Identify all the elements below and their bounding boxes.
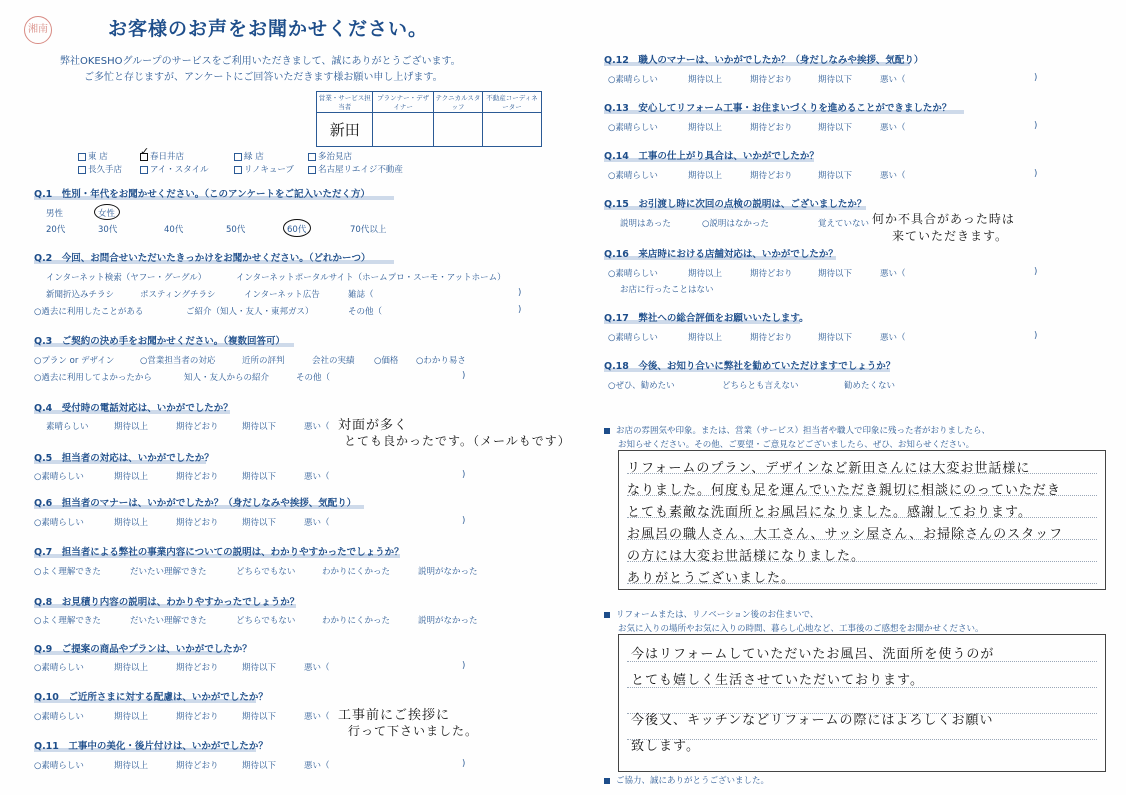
page-title: お客様のお声をお聞かせください。 [108,18,429,40]
q10-bad[interactable]: 悪い（ [304,712,330,722]
q10-excellent[interactable]: ○素晴らしい [34,712,84,722]
q17-as-expected[interactable]: 期待どおり [750,333,793,343]
q12-below[interactable]: 期待以下 [818,75,853,85]
q7-understood-well[interactable]: ○よく理解できた [34,567,101,577]
comment2-prompt-1: リフォームまたは、リノベーション後のお住まいで、 [604,608,818,620]
q10-handwritten-2: 行って下さいました。 [348,724,479,738]
q6-bad[interactable]: 悪い（ [304,518,330,528]
q16-above[interactable]: 期待以上 [688,269,723,279]
q14-question: Q.14 工事の仕上がり具合は、いかがでしたか？ [604,151,819,162]
intro-line-1: 弊社OKESHOグループのサービスをご利用いただきまして、誠にありがとうございます。 [60,56,461,67]
q1-age-60-circle-mark [283,219,311,237]
q2-past-use[interactable]: ○過去に利用したことがある [34,307,144,317]
q12-bad-close: ) [1034,73,1038,83]
q1-age-70[interactable]: 70代以上 [350,225,387,235]
q16-question: Q.16 来店時における店舗対応は、いかがでしたか？ [604,249,838,260]
q2-posting-flyer[interactable]: ポスティングチラシ [140,290,216,300]
q6-question: Q.6 担当者のマナーは、いかがでしたか？（身だしなみや挨拶、気配り） [34,498,357,509]
q11-above[interactable]: 期待以上 [114,761,149,771]
intro-line-2: ご多忙と存じますが、アンケートにご回答いただきます様お願い申し上げます。 [84,72,443,83]
q3-sales-response[interactable]: ○営業担当者の対応 [140,356,216,366]
q3-other[interactable]: その他（ [296,373,331,383]
q4-handwritten-2: とても良かったです。（メールもです） [344,434,571,448]
q11-bad[interactable]: 悪い（ [304,761,330,771]
q3-question: Q.3 ご契約の決め手をお聞かせください。（複数回答可） [34,336,286,347]
comment1-line-3: とても素敵な洗面所とお風呂になりました。感謝しております。 [627,505,1032,520]
store-kasugai[interactable]: 春日井店 [140,150,184,162]
footer-thanks: ご協力、誠にありがとうございました。 [604,774,769,786]
comment1-line-6: ありがとうございました。 [627,571,796,586]
q12-question: Q.12 職人のマナーは、いかがでしたか？（身だしなみや挨拶、気配り） [604,55,924,66]
q13-bad-close: ) [1034,121,1038,131]
q5-bad-close: ) [462,470,466,480]
q3-plan-design[interactable]: ○プラン or デザイン [34,356,115,366]
q5-below[interactable]: 期待以下 [242,472,277,482]
q8-understood-well[interactable]: ○よく理解できた [34,616,101,626]
staff-technical-name[interactable] [433,113,482,147]
q4-excellent[interactable]: 素晴らしい [46,422,89,432]
comment1-box[interactable] [618,450,1106,590]
q2-magazine[interactable]: 雑誌（ [348,290,374,300]
q8-neither[interactable]: どちらでもない [236,616,296,626]
q15-explained[interactable]: 説明はあった [620,219,671,229]
staff-col-planner: プランナー・デザイナー [373,92,434,113]
q4-below[interactable]: 期待以下 [242,422,277,432]
q1-male[interactable]: 男性 [46,209,64,219]
comment1-line-2: なりました。何度も足を運んでいただき親切に相談にのっていただき [627,483,1061,498]
q4-bad[interactable]: 悪い（ [304,422,330,432]
q18-question: Q.18 今後、お知り合いに弊社を勧めていただけますでしょうか？ [604,361,896,372]
q10-below[interactable]: 期待以下 [242,712,277,722]
q1-age-20[interactable]: 20代 [46,225,66,235]
q1-age-60[interactable]: 60代 [287,225,307,235]
q18-recommend[interactable]: ○ぜひ、勧めたい [608,381,675,391]
q3-reputation[interactable]: 近所の評判 [242,356,285,366]
q16-never-visited[interactable]: お店に行ったことはない [620,285,714,295]
q2-referral[interactable]: ご紹介（知人・友人・東邦ガス） [186,307,314,317]
q5-bad[interactable]: 悪い（ [304,472,330,482]
q9-as-expected[interactable]: 期待どおり [176,663,219,673]
q9-question: Q.9 ご提案の商品やプランは、いかがでしたか？ [34,644,252,655]
comment1-bullet-icon [604,428,610,434]
q13-above[interactable]: 期待以上 [688,123,723,133]
q16-below[interactable]: 期待以下 [818,269,853,279]
q13-excellent[interactable]: ○素晴らしい [608,123,658,133]
q16-bad-close: ) [1034,267,1038,277]
comment2-line-3: 今後又、キッチンなどリフォームの際にはよろしくお願い [631,713,994,728]
q8-hard[interactable]: わかりにくかった [322,616,391,626]
q17-question: Q.17 弊社への総合評価をお願いいたします。 [604,313,809,324]
q18-not-recommend[interactable]: 勧めたくない [844,381,896,391]
comment1-prompt-2: お知らせください。その他、ご要望・ご意見などございましたら、ぜひ、お知らせください。 [618,440,975,450]
q3-clarity[interactable]: ○わかり易さ [416,356,466,366]
q15-handwritten-1: 何か不具合があった時は [872,212,1015,226]
store-tajimi[interactable]: 多治見店 [308,150,352,162]
q13-below[interactable]: 期待以下 [818,123,853,133]
q11-question: Q.11 工事中の美化・後片付けは、いかがでしたか？ [34,741,268,752]
q13-as-expected[interactable]: 期待どおり [750,123,793,133]
q3-price[interactable]: ○価格 [374,356,399,366]
q12-as-expected[interactable]: 期待どおり [750,75,793,85]
staff-col-realestate: 不動産コーディネーター [482,92,541,113]
q11-as-expected[interactable]: 期待どおり [176,761,219,771]
q17-bad-close: ) [1034,331,1038,341]
q10-question: Q.10 ご近所さまに対する配慮は、いかがでしたか？ [34,692,268,703]
store-renocube[interactable]: リノキューブ [234,163,294,175]
q7-neither[interactable]: どちらでもない [236,567,296,577]
q15-dont-remember[interactable]: 覚えていない [818,219,870,229]
q14-bad-close: ) [1034,169,1038,179]
q5-excellent[interactable]: ○素晴らしい [34,472,84,482]
store-higashi[interactable]: 東 店 [78,150,108,162]
comment1-line-1: リフォームのプラン、デザインなど新田さんには大変お世話様に [627,461,1031,476]
q1-age-30[interactable]: 30代 [98,225,118,235]
q7-question: Q.7 担当者による弊社の事業内容についての説明は、わかりやすかったでしょうか？ [34,547,404,558]
q1-female[interactable]: 女性 [98,209,116,219]
q2-question: Q.2 今回、お問合せいただいたきっかけをお聞かせください。（どれかーつ） [34,253,371,264]
q17-below[interactable]: 期待以下 [818,333,853,343]
comment1-line-5: の方には大変お世話様になりました。 [627,549,866,564]
comment2-line-1: 今はリフォームしていただいたお風呂、洗面所を使うのが [631,647,995,662]
q13-bad[interactable]: 悪い（ [880,123,906,133]
staff-realestate-name[interactable] [482,113,541,147]
q6-as-expected[interactable]: 期待どおり [176,518,219,528]
q8-mostly-understood[interactable]: だいたい理解できた [130,616,207,626]
q7-mostly-understood[interactable]: だいたい理解できた [130,567,207,577]
store-nagoya-reage[interactable]: 名古屋リエイジ不動産 [308,163,403,175]
q6-bad-close: ) [462,516,466,526]
q12-excellent[interactable]: ○素晴らしい [608,75,658,85]
q12-above[interactable]: 期待以上 [688,75,723,85]
q8-question: Q.8 お見積り内容の説明は、わかりやすかったでしょうか？ [34,597,300,608]
q2-internet-search[interactable]: インターネット検索（ヤフー・グーグル） [46,273,207,283]
q6-above[interactable]: 期待以上 [114,518,149,528]
q4-above[interactable]: 期待以上 [114,422,149,432]
q11-below[interactable]: 期待以下 [242,761,277,771]
q1-age-50[interactable]: 50代 [226,225,246,235]
q1-female-circle-mark [94,204,120,220]
q2-magazine-close: ) [518,288,522,298]
comment1-line-4: お風呂の職人さん、大工さん、サッシ屋さん、お掃除さんのスタッフ [627,527,1064,542]
q11-excellent[interactable]: ○素晴らしい [34,761,84,771]
q1-age-40[interactable]: 40代 [164,225,184,235]
store-midori[interactable]: 緑 店 [234,150,264,162]
q15-handwritten-2: 来ていただきます。 [892,229,1009,243]
comment2-line-2: とても嬉しく生活させていただいております。 [631,673,924,688]
q3-past-good[interactable]: ○過去に利用してよかったから [34,373,152,383]
staff-col-technical: テクニカルスタッフ [433,92,482,113]
staff-planner-name[interactable] [373,113,434,147]
q5-question: Q.5 担当者の対応は、いかがでしたか？ [34,453,214,464]
q2-portal-site[interactable]: インターネットポータルサイト（ホームプロ・スーモ・アットホーム） [236,273,506,283]
comment2-box[interactable] [618,634,1106,772]
q17-excellent[interactable]: ○素晴らしい [608,333,658,343]
q4-handwritten-1: 対面が多く [338,418,409,433]
q2-newspaper-flyer[interactable]: 新聞折込みチラシ [46,290,115,300]
q10-handwritten-1: 工事前にご挨拶に [338,708,451,723]
q14-as-expected[interactable]: 期待どおり [750,171,793,181]
store-nagakute[interactable]: 長久手店 [78,163,122,175]
store-istyle[interactable]: アイ・スタイル [140,163,209,175]
q10-above[interactable]: 期待以上 [114,712,149,722]
q1-question: Q.1 性別・年代をお聞かせください。（このアンケートをご記入いただく方） [34,189,370,200]
q16-bad[interactable]: 悪い（ [880,269,906,279]
q10-as-expected[interactable]: 期待どおり [176,712,219,722]
q13-question: Q.13 安心してリフォーム工事・お住まいづくりを進めることができましたか？ [604,103,952,114]
q14-above[interactable]: 期待以上 [688,171,723,181]
q9-above[interactable]: 期待以上 [114,663,149,673]
comment2-bullet-icon [604,612,610,618]
q16-excellent[interactable]: ○素晴らしい [608,269,658,279]
q9-excellent[interactable]: ○素晴らしい [34,663,84,673]
footer-bullet-icon [604,778,610,784]
comment2-prompt-2: お気に入りの場所やお気に入りの時間、暮らし心地など、工事後のご感想をお聞かせください。 [618,624,984,634]
q16-as-expected[interactable]: 期待どおり [750,269,793,279]
staff-sales-name[interactable]: 新田 [317,113,373,147]
staff-table [316,91,542,147]
q8-no-explanation[interactable]: 説明がなかった [418,616,478,626]
staff-col-sales: 営業・サービス担当者 [317,92,373,113]
q7-hard[interactable]: わかりにくかった [322,567,391,577]
q17-bad[interactable]: 悪い（ [880,333,906,343]
q15-not-explained[interactable]: ○説明はなかった [702,219,769,229]
q17-above[interactable]: 期待以上 [688,333,723,343]
q2-other[interactable]: その他（ [348,307,383,317]
q11-bad-close: ) [462,759,466,769]
q4-as-expected[interactable]: 期待どおり [176,422,219,432]
comment2-line-4: 致します。 [631,739,700,754]
seal-stamp: 湘南 [24,16,52,44]
q6-excellent[interactable]: ○素晴らしい [34,518,84,528]
q15-question: Q.15 お引渡し時に次回の点検の説明は、ございましたか？ [604,199,867,210]
q2-other-close: ) [518,305,522,315]
q2-internet-ad[interactable]: インターネット広告 [244,290,320,300]
q9-bad[interactable]: 悪い（ [304,663,330,673]
q7-no-explanation[interactable]: 説明がなかった [418,567,478,577]
q3-friend-referral[interactable]: 知人・友人からの紹介 [184,373,270,383]
q14-below[interactable]: 期待以下 [818,171,853,181]
q3-other-close: ) [462,371,466,381]
q12-bad[interactable]: 悪い（ [880,75,906,85]
q14-excellent[interactable]: ○素晴らしい [608,171,658,181]
q5-as-expected[interactable]: 期待どおり [176,472,219,482]
q9-bad-close: ) [462,661,466,671]
q14-bad[interactable]: 悪い（ [880,171,906,181]
q9-below[interactable]: 期待以下 [242,663,277,673]
comment1-prompt-1: お店の雰囲気や印象。または、営業（サービス）担当者や職人で印象に残った者がおりましたら、 [604,424,990,436]
q6-below[interactable]: 期待以下 [242,518,277,528]
store-kasugai-check-icon: ✓ [140,145,150,158]
q4-question: Q.4 受付時の電話対応は、いかがでしたか？ [34,403,233,414]
q5-above[interactable]: 期待以上 [114,472,149,482]
q3-track-record[interactable]: 会社の実績 [312,356,355,366]
q18-neither[interactable]: どちらとも言えない [722,381,799,391]
